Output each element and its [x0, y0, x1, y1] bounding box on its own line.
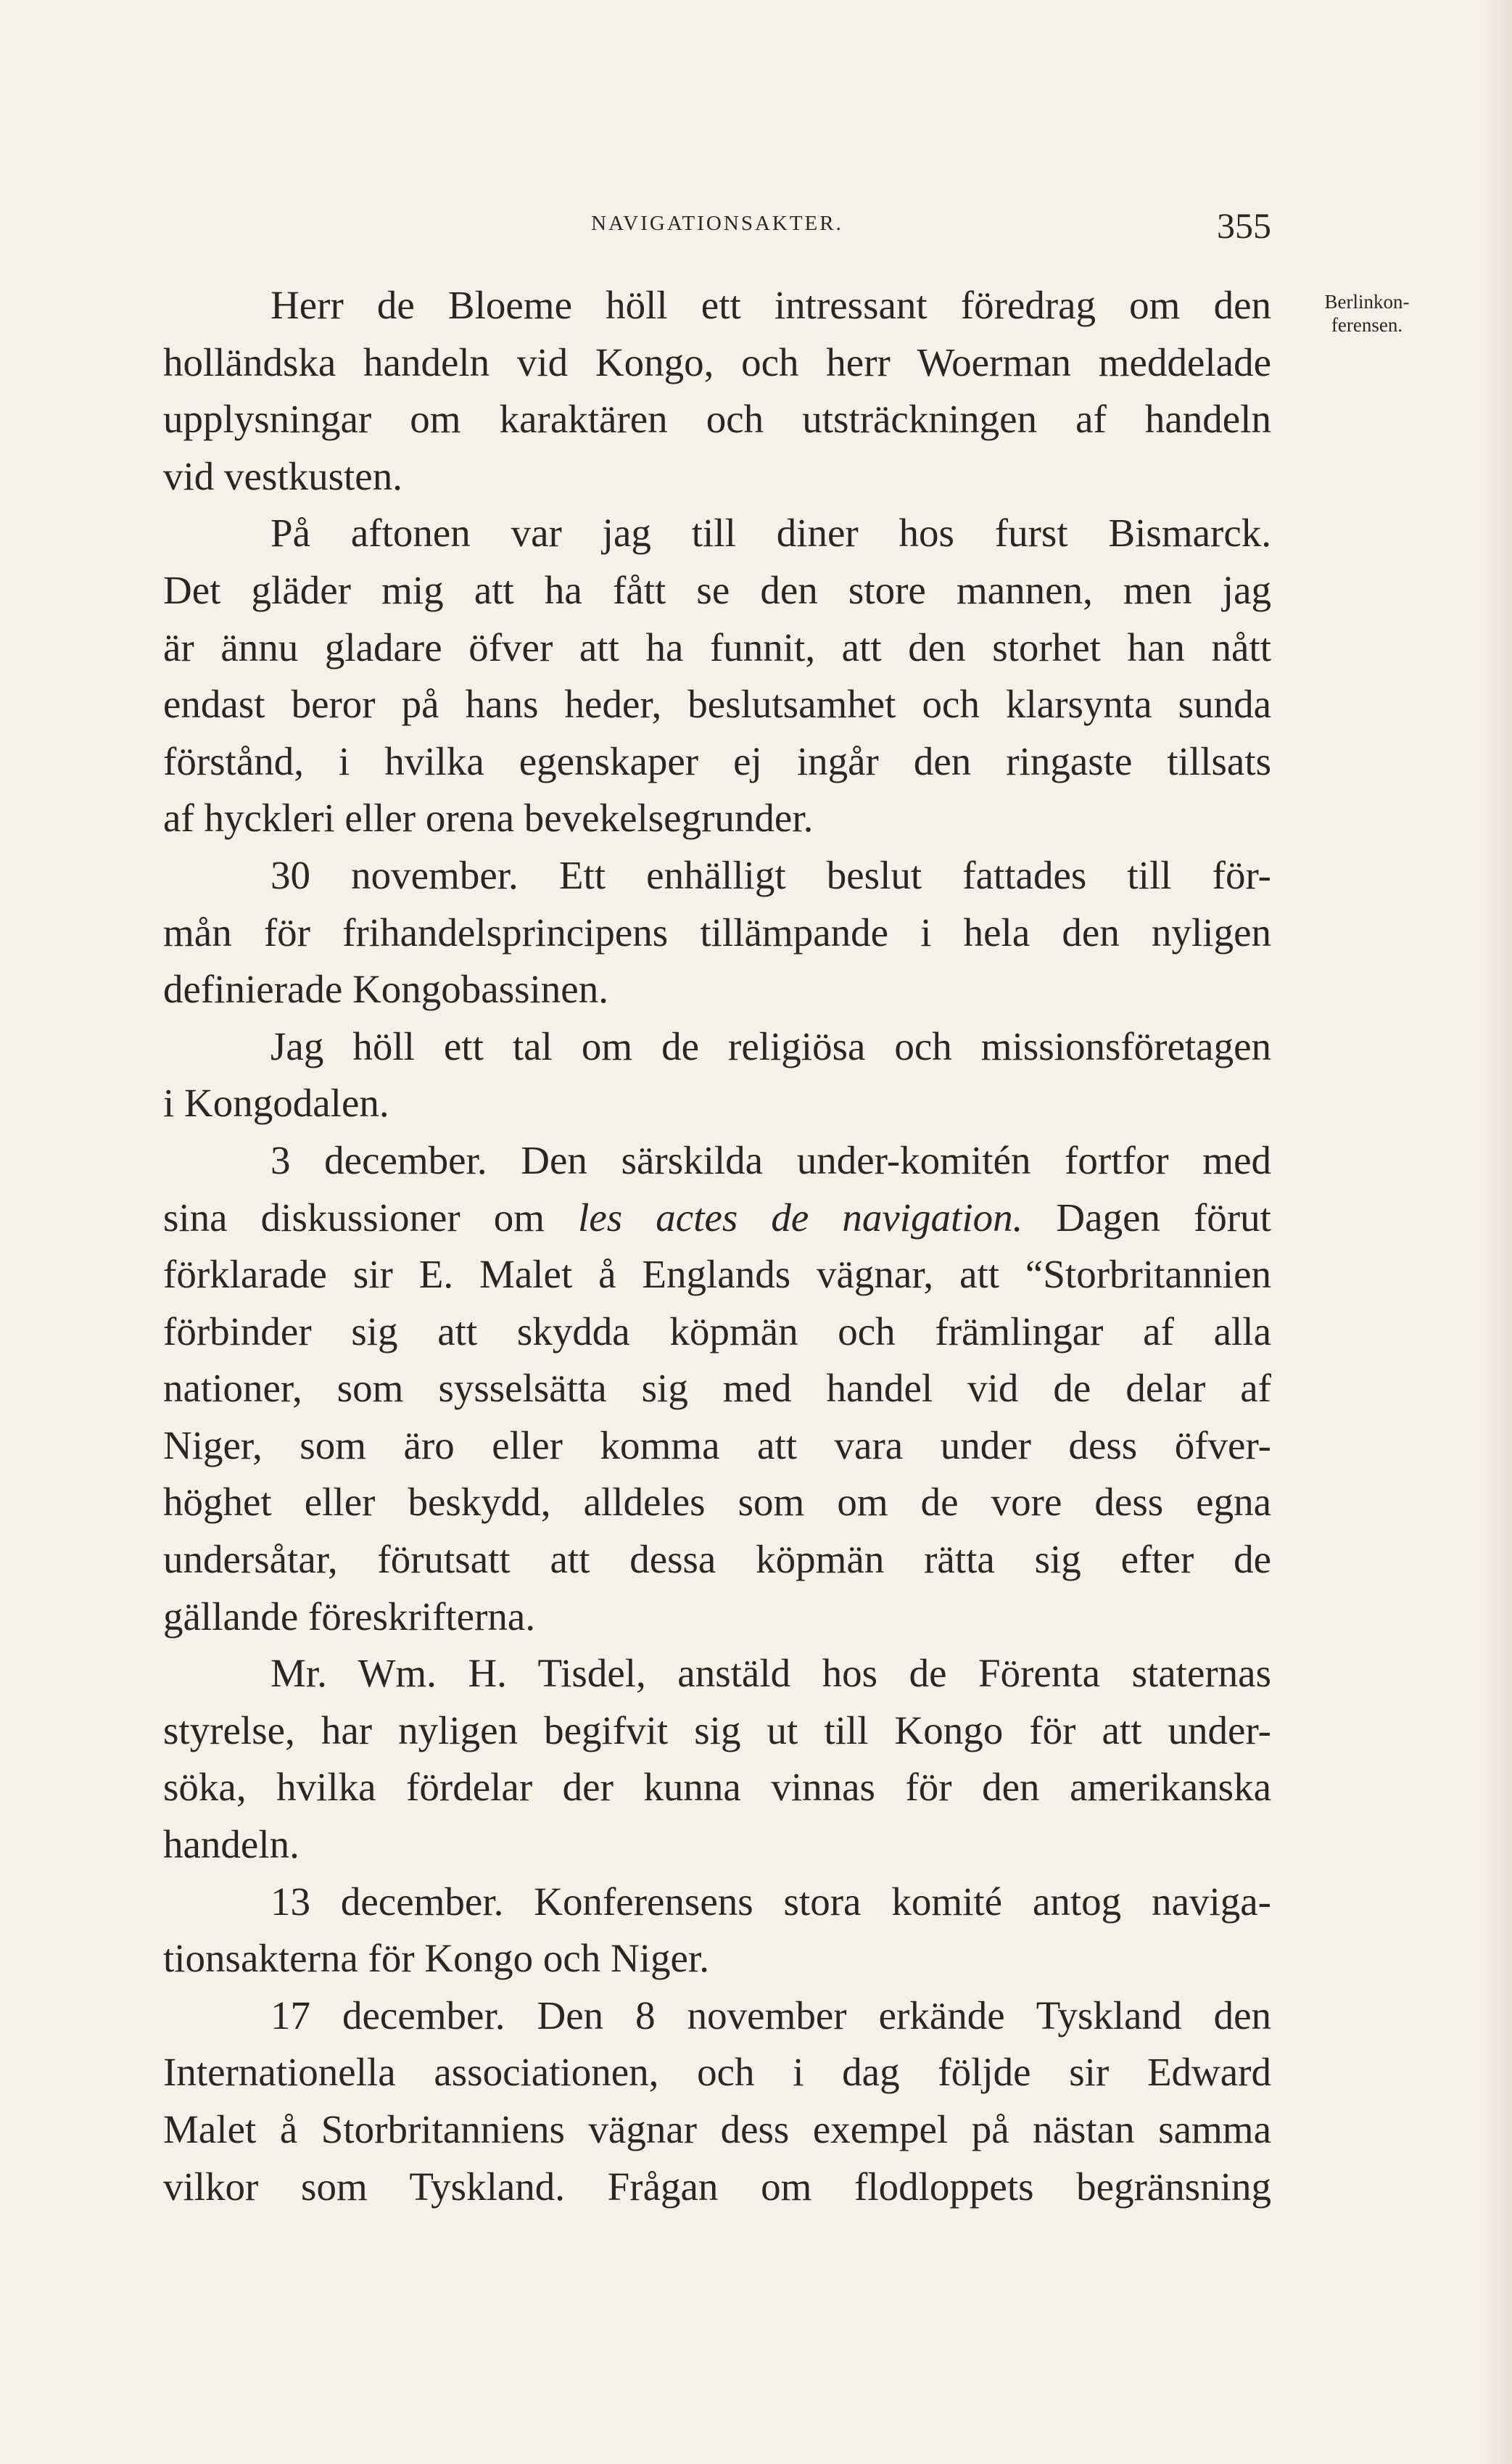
text-line: nationer, som sysselsätta sig med handel vid de delar af: [163, 1366, 1271, 1411]
margin-note-line: ferensen.: [1331, 314, 1403, 336]
text-line: förstånd, i hvilka egenskaper ej ingår den ringaste tillsats: [163, 738, 1271, 783]
text-line: Jag höll ett tal om de religiösa och missionsföretagen: [270, 1023, 1271, 1068]
running-head: [163, 205, 1271, 248]
paragraph: [163, 847, 1271, 1018]
text-line: Niger, som äro eller komma att vara under dess öfver-: [163, 1422, 1271, 1467]
text-line: Det gläder mig att ha fått se den store mannen, men jag: [163, 567, 1271, 612]
text-line: Internationella associationen, och i dag följde sir Edward: [163, 2050, 1271, 2095]
text-line: förbinder sig att skydda köpmän och främlingar af alla: [163, 1309, 1271, 1353]
paragraph: [163, 1874, 1271, 1987]
paragraph: [163, 505, 1271, 847]
paragraph: [163, 1132, 1271, 1645]
text-line: gällande föreskrifterna.: [163, 1594, 536, 1639]
text-line: Mr. Wm. H. Tisdel, anstäld hos de Förenta staternas: [270, 1651, 1271, 1696]
margin-note: [1284, 290, 1450, 337]
text-line: endast beror på hans heder, beslutsamhet och klarsynta sunda: [163, 682, 1271, 727]
text-line: definierade Kongobassinen.: [163, 967, 608, 1012]
page-edge-shadow: [1483, 0, 1512, 2464]
text-line: mån för frihandelsprincipens tillämpande i hela den nyligen: [163, 910, 1271, 955]
paragraph: [163, 277, 1271, 505]
text-line: vid vestkusten.: [163, 453, 402, 498]
paragraph: [163, 1987, 1271, 2215]
text-line: styrelse, har nyligen begifvit sig ut till Kongo för att under-: [163, 1707, 1271, 1752]
text-line: holländska handeln vid Kongo, och herr Woerman meddelade: [163, 339, 1271, 384]
text-line: På aftonen var jag till diner hos furst Bismarck.: [270, 511, 1271, 556]
text-line: handeln.: [163, 1822, 299, 1867]
text-line: 30 november. Ett enhälligt beslut fattades till för-: [270, 852, 1271, 897]
italic-phrase: les actes de navigation.: [578, 1195, 1023, 1240]
body-text: [163, 277, 1271, 2215]
text-line: vilkor som Tyskland. Frågan om flodloppets begränsning: [163, 2164, 1271, 2209]
text-line: 17 december. Den 8 november erkände Tyskland den: [270, 1993, 1271, 2037]
text-line: är ännu gladare öfver att ha funnit, att den storhet han nått: [163, 625, 1271, 669]
text-line: tionsakterna för Kongo och Niger.: [163, 1936, 710, 1981]
page-number: 355: [1217, 205, 1271, 246]
text-line: söka, hvilka fördelar der kunna vinnas för den amerikanska: [163, 1765, 1271, 1810]
paragraph: [163, 1645, 1271, 1873]
text-line: upplysningar om karaktären och utsträckningen af handeln: [163, 397, 1271, 442]
running-title: NAVIGATIONSAKTER.: [591, 212, 843, 235]
text-line: [163, 1190, 1271, 1247]
text-run: Dagen förut: [1023, 1195, 1271, 1240]
text-line: 13 december. Konferensens stora komité antog naviga-: [270, 1879, 1271, 1924]
text-line: i Kongodalen.: [163, 1081, 389, 1126]
text-run: sina diskussioner om: [163, 1195, 579, 1240]
text-line: förklarade sir E. Malet å Englands vägnar, att “Storbritannien: [163, 1252, 1271, 1297]
text-line: höghet eller beskydd, alldeles som om de vore dess egna: [163, 1480, 1271, 1525]
text-line: 3 december. Den särskilda under-komitén fortfor med: [270, 1137, 1271, 1182]
text-line: undersåtar, förutsatt att dessa köpmän rätta sig efter de: [163, 1537, 1271, 1582]
text-line: af hyckleri eller orena bevekelsegrunder.: [163, 796, 814, 841]
paragraph: [163, 1018, 1271, 1132]
text-line: Malet å Storbritanniens vägnar dess exempel på nästan samma: [163, 2107, 1271, 2151]
text-line: Herr de Bloeme höll ett intressant föredrag om den: [270, 283, 1271, 327]
margin-note-line: Berlinkon-: [1324, 291, 1410, 313]
